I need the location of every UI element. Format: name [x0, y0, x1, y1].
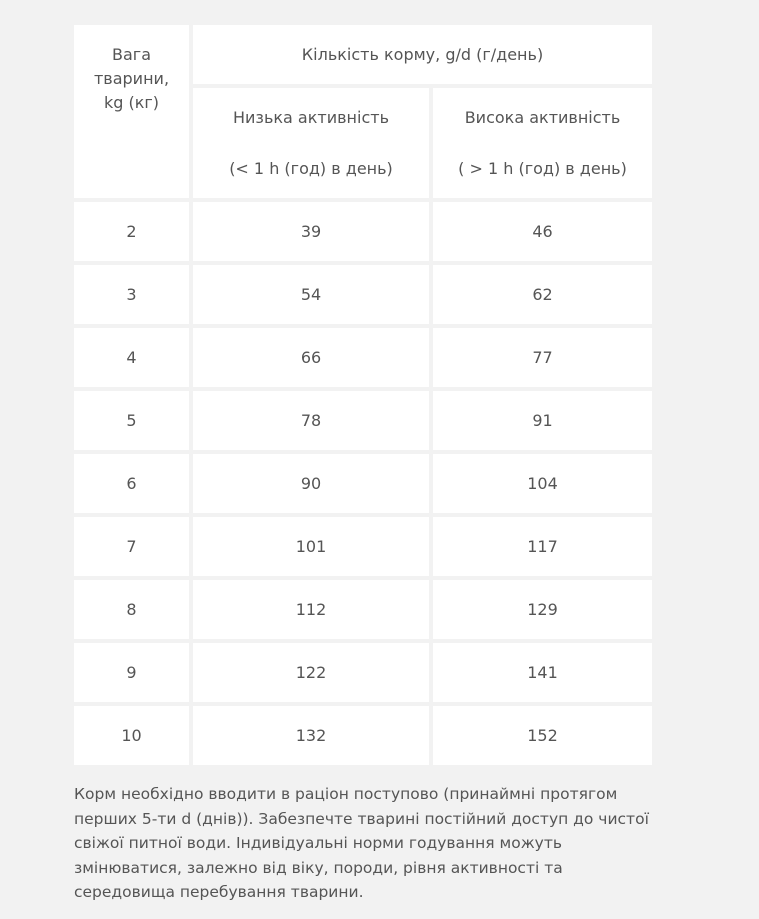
weight-cell: 10	[74, 706, 189, 765]
weight-cell: 4	[74, 328, 189, 387]
header-amount: Кількість корму, g/d (г/день)	[193, 25, 652, 84]
header-low-detail: (< 1 h (год) в день)	[229, 158, 393, 178]
low-activity-cell: 112	[193, 580, 429, 639]
header-weight-line: Вага	[112, 45, 151, 64]
header-high-activity	[433, 88, 652, 198]
low-activity-cell: 122	[193, 643, 429, 702]
header-weight	[74, 25, 189, 198]
weight-cell: 2	[74, 202, 189, 261]
header-low-activity	[193, 88, 429, 198]
high-activity-cell: 129	[433, 580, 652, 639]
high-activity-cell: 62	[433, 265, 652, 324]
header-high-detail: ( > 1 h (год) в день)	[458, 158, 627, 178]
weight-cell: 8	[74, 580, 189, 639]
low-activity-cell: 78	[193, 391, 429, 450]
low-activity-cell: 90	[193, 454, 429, 513]
low-activity-cell: 66	[193, 328, 429, 387]
header-high-title: Висока активність	[464, 107, 621, 127]
weight-cell: 3	[74, 265, 189, 324]
high-activity-cell: 77	[433, 328, 652, 387]
weight-cell: 5	[74, 391, 189, 450]
low-activity-cell: 39	[193, 202, 429, 261]
high-activity-cell: 91	[433, 391, 652, 450]
header-weight-line: тварини,	[93, 69, 170, 88]
low-activity-cell: 101	[193, 517, 429, 576]
high-activity-cell: 141	[433, 643, 652, 702]
high-activity-cell: 46	[433, 202, 652, 261]
high-activity-cell: 104	[433, 454, 652, 513]
weight-cell: 9	[74, 643, 189, 702]
low-activity-cell: 132	[193, 706, 429, 765]
header-low-title: Низька активність	[233, 107, 389, 127]
feeding-note: Корм необхідно вводити в раціон поступово (принаймні протягом перших 5-ти d (днів)). Забезпечте тварині постійний доступ до чистої свіжої питної води. Індивідуальні норми годування можуть змінюватися, залежно від віку, породи, рівня активності та середовища перебування тварини.	[74, 785, 649, 901]
weight-cell: 7	[74, 517, 189, 576]
high-activity-cell: 152	[433, 706, 652, 765]
weight-cell: 6	[74, 454, 189, 513]
header-weight-line: kg (кг)	[103, 93, 160, 112]
high-activity-cell: 117	[433, 517, 652, 576]
low-activity-cell: 54	[193, 265, 429, 324]
